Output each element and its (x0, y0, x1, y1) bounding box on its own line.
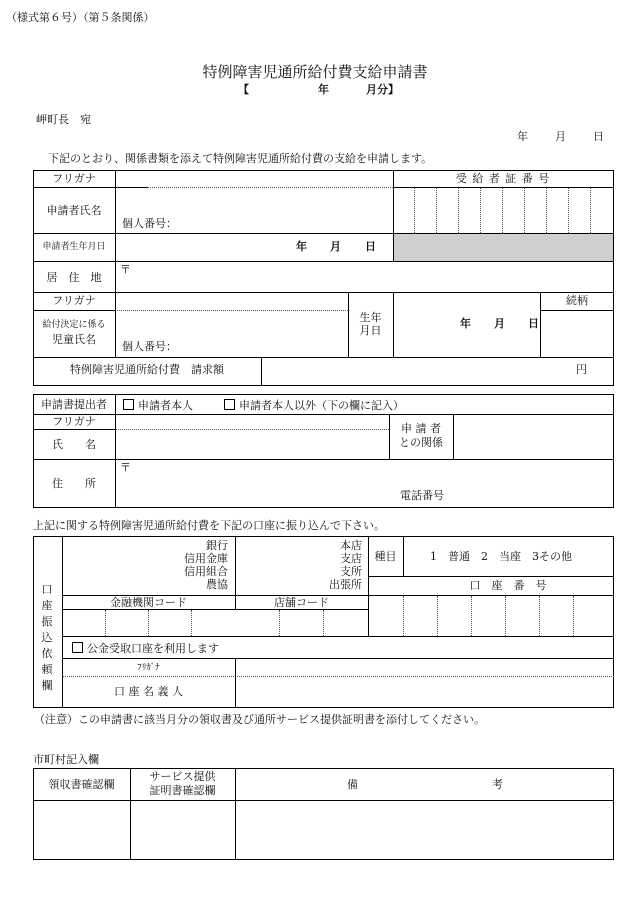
option-self-label: 申請者本人 (138, 399, 193, 412)
applicant-dob-year: 年 (296, 240, 307, 253)
address-label: 居 住 地 (46, 271, 102, 284)
account-kind-label: 種目 (374, 550, 397, 563)
postal-mark: 〒 (120, 263, 131, 276)
checkbox-self[interactable] (123, 399, 134, 410)
relation-line1: 申 請 者 (401, 422, 441, 435)
intro-text: 下記のとおり、関係書類を添えて特例障害児通所給付費の支給を申請します。 (48, 152, 433, 165)
relation-line2: との関係 (399, 436, 443, 449)
holder-furigana-label: ﾌﾘｶﾞﾅ (137, 663, 160, 673)
applicant-personal-number-label: 個人番号： (122, 217, 177, 230)
applicant-name-label: 申請者氏名 (46, 204, 102, 217)
submitter-address-field[interactable] (136, 468, 610, 486)
bank-type-2: 信用金庫 (184, 552, 228, 565)
child-dob-month: 月 (494, 317, 505, 330)
municipal-title: 市町村記入欄 (33, 753, 99, 766)
child-dob-label-line1: 生年 (359, 311, 382, 324)
branch-type-4: 出張所 (329, 578, 362, 591)
option-self[interactable] (123, 399, 193, 412)
relation-field[interactable] (457, 425, 611, 449)
child-label-line1: 給付決定に係る (42, 320, 106, 330)
addressee: 岬町長 宛 (36, 113, 91, 126)
branch-type-1: 本店 (340, 539, 362, 552)
submitter-name-field[interactable] (118, 433, 388, 455)
shaded-area (394, 234, 613, 261)
checkbox-other[interactable] (224, 399, 235, 410)
claim-amount-field[interactable] (266, 362, 570, 380)
period-month: 月分】 (366, 83, 399, 96)
child-dob-day: 日 (528, 317, 539, 330)
phone-label: 電話番号 (400, 489, 444, 502)
submitter-postal-mark: 〒 (120, 461, 131, 474)
submitter-name-label: 氏 名 (52, 438, 96, 451)
bank-type-1: 銀行 (206, 539, 228, 552)
applicant-dob-label: 申請者生年月日 (42, 242, 106, 252)
date-month: 月 (555, 130, 566, 143)
account-kinds[interactable]: 1 普通 2 当座 3その他 (430, 550, 572, 563)
submitter-furigana-label: フリガナ (52, 415, 96, 428)
bank-intro: 上記に関する特例障害児通所給付費を下記の口座に振り込んで下さい。 (33, 519, 385, 532)
period-open: 【 (238, 83, 249, 96)
option-other[interactable] (224, 399, 404, 412)
option-other-label: 申請者本人以外（下の欄に記入） (239, 399, 404, 412)
branch-type-3: 支所 (340, 565, 362, 578)
branch-name-field[interactable] (240, 545, 310, 567)
child-label-line2: 児童氏名 (52, 333, 96, 346)
applicant-name-field[interactable] (118, 189, 392, 213)
child-dob-year: 年 (460, 317, 471, 330)
service-check-line2: 証明書確認欄 (149, 784, 216, 797)
date-day: 日 (593, 130, 604, 143)
relation-label: 続柄 (566, 294, 588, 307)
child-dob-label-line2: 月日 (359, 324, 382, 337)
applicant-dob-month: 月 (330, 240, 341, 253)
period-year: 年 (318, 83, 329, 96)
branch-code-label: 店舗コード (274, 596, 329, 609)
public-account-label: 公金受取口座を利用します (87, 642, 219, 655)
bank-type-4: 農協 (206, 578, 228, 591)
child-name-field[interactable] (118, 313, 348, 337)
claim-label: 特例障害児通所給付費 請求額 (70, 363, 224, 376)
remarks-label-2: 考 (492, 778, 503, 791)
receipt-check-label: 領収書確認欄 (48, 778, 115, 791)
account-holder-field[interactable] (240, 681, 612, 703)
applicant-dob-day: 日 (365, 240, 376, 253)
holder-furigana-field[interactable] (240, 660, 612, 674)
child-personal-number-label: 個人番号： (122, 340, 177, 353)
child-furigana-label: フリガナ (52, 294, 96, 307)
page-title: 特例障害児通所給付費支給申請書 (202, 63, 428, 81)
checkbox-public-account[interactable] (72, 642, 83, 653)
form-number: （様式第６号）（第５条関係） (6, 11, 155, 24)
account-holder-label: 口 座 名 義 人 (114, 685, 183, 698)
branch-type-2: 支店 (340, 552, 362, 565)
service-check-line1: サービス提供 (149, 770, 216, 783)
claim-unit: 円 (576, 363, 587, 376)
public-account-option[interactable] (72, 642, 219, 655)
date-year: 年 (517, 130, 528, 143)
account-number-label: 口 座 番 号 (469, 579, 547, 592)
recipient-number-label: 受 給 者 証 番 号 (455, 172, 551, 185)
institution-code-label: 金融機関コード (110, 596, 187, 609)
attachment-note: （注意）この申請書に該当月分の領収書及び通所サービス提供証明書を添付してください。 (34, 713, 485, 726)
bank-type-3: 信用組合 (184, 565, 228, 578)
submitter-address-label: 住 所 (52, 477, 96, 490)
remarks-label-1: 備 (347, 778, 358, 791)
bank-name-field[interactable] (66, 545, 170, 567)
bank-side-label-text: 口座振込依頼欄 (41, 583, 53, 692)
bank-side-label (41, 582, 55, 694)
submitter-label: 申請書提出者 (41, 398, 107, 411)
applicant-furigana-label: フリガナ (52, 172, 96, 185)
address-field[interactable] (136, 268, 610, 288)
